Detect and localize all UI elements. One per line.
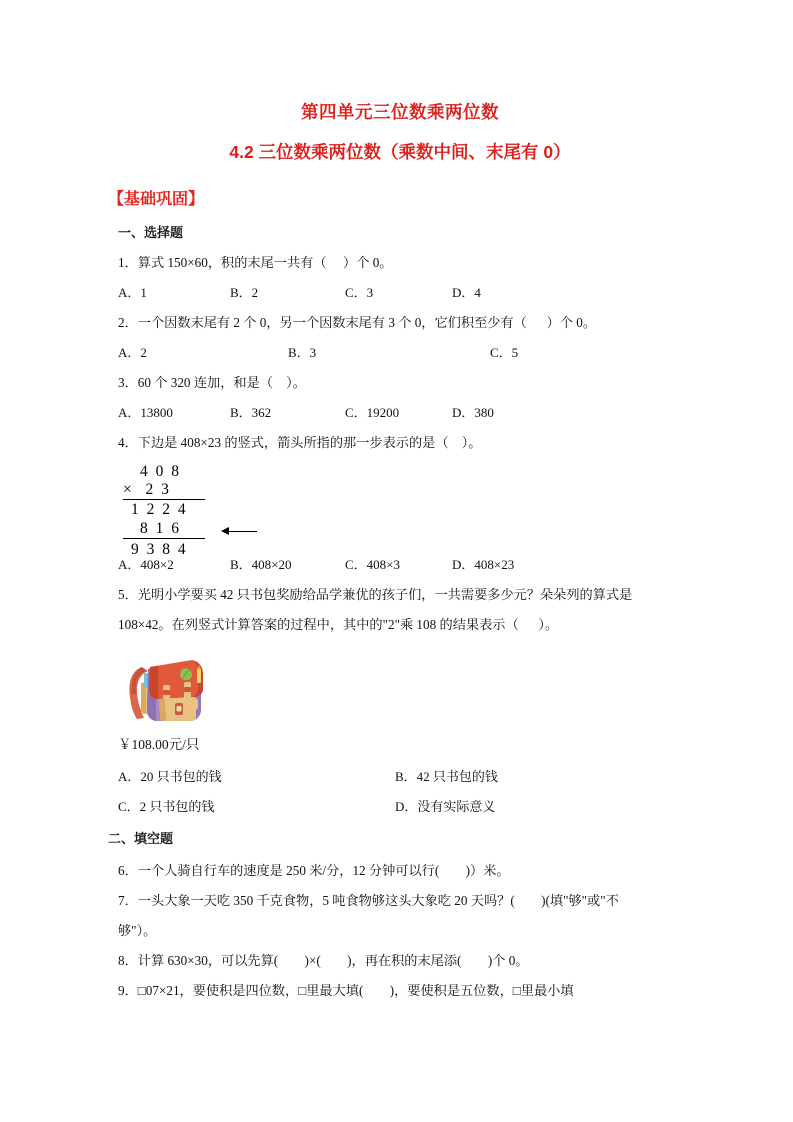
question-1-options xyxy=(100,283,700,303)
question-2-text: 2．一个因数末尾有 2 个 0，另一个因数末尾有 3 个 0，它们积至少有（ ）个 0。 xyxy=(118,315,597,330)
question-2-options xyxy=(100,343,700,363)
question-9-text: 9．□07×21，要使积是四位数，□里最大填( )，要使积是五位数，□里最小填 xyxy=(118,983,574,998)
section-basic-practice-label: 【基础巩固】 xyxy=(108,191,205,208)
question-5-options-row2 xyxy=(100,797,700,817)
lesson-title: 4.2 三位数乘两位数（乘数中间、末尾有 0） xyxy=(229,142,571,162)
partial-product-2: 8 1 6 xyxy=(140,520,181,537)
option-1-d[interactable]: D．4 xyxy=(452,285,481,300)
option-1-a[interactable]: A．1 xyxy=(118,285,147,300)
backpack-icon xyxy=(122,647,208,725)
question-7-text-line1: 7．一头大象一天吃 350 千克食物，5 吨食物够这头大象吃 20 天吗？( )(填"够"或"不 xyxy=(118,893,619,908)
option-5-b[interactable]: B．42 只书包的钱 xyxy=(395,769,498,784)
question-6-text: 6．一个人骑自行车的速度是 250 米/分，12 分钟可以行( )）米。 xyxy=(118,863,510,878)
question-5-text-line1: 5．光明小学要买 42 只书包奖励给品学兼优的孩子们，一共需要多少元？朵朵列的算式是 xyxy=(118,587,633,602)
option-2-c[interactable]: C．5 xyxy=(490,345,519,360)
unit-title: 第四单元三位数乘两位数 xyxy=(301,102,499,122)
option-2-b[interactable]: B．3 xyxy=(288,345,317,360)
part1-heading: 一、选择题 xyxy=(118,225,184,240)
option-3-a[interactable]: A．13800 xyxy=(118,405,173,420)
question-1-text: 1．算式 150×60，积的末尾一共有（ ）个 0。 xyxy=(118,255,393,270)
left-arrow-icon xyxy=(221,526,257,536)
option-5-c[interactable]: C．2 只书包的钱 xyxy=(118,799,215,814)
question-3-options xyxy=(100,403,700,423)
option-1-b[interactable]: B．2 xyxy=(230,285,259,300)
option-3-d[interactable]: D．380 xyxy=(452,405,494,420)
question-4-text: 4．下边是 408×23 的竖式，箭头所指的那一步表示的是（ ）。 xyxy=(118,435,482,450)
question-5-options-row1 xyxy=(100,767,700,787)
backpack-image xyxy=(122,647,208,725)
question-5-text-line2: 108×42。在列竖式计算答案的过程中，其中的"2"乘 108 的结果表示（ ）。 xyxy=(118,617,559,632)
part2-heading: 二、填空题 xyxy=(108,831,174,846)
final-product: 9 3 8 4 xyxy=(131,541,188,558)
option-2-a[interactable]: A．2 xyxy=(118,345,147,360)
divider-line-bottom xyxy=(123,538,205,539)
question-3-text: 3．60 个 320 连加，和是（ ）。 xyxy=(118,375,306,390)
option-5-a[interactable]: A．20 只书包的钱 xyxy=(118,769,222,784)
multiplicand: 4 0 8 xyxy=(140,463,181,480)
worksheet-content xyxy=(100,0,700,1001)
option-4-b[interactable]: B．408×20 xyxy=(230,557,292,572)
option-4-d[interactable]: D．408×23 xyxy=(452,557,515,572)
option-3-b[interactable]: B．362 xyxy=(230,405,272,420)
option-1-c[interactable]: C．3 xyxy=(345,285,374,300)
partial-product-1: 1 2 2 4 xyxy=(131,501,188,518)
option-5-d[interactable]: D．没有实际意义 xyxy=(395,799,496,814)
multiplier: 2 3 xyxy=(145,481,171,498)
backpack-price-caption: ￥108.00元/只 xyxy=(118,737,200,752)
option-4-a[interactable]: A．408×2 xyxy=(118,557,174,572)
vertical-multiplication-408x23 xyxy=(118,463,318,558)
multiply-operator-icon: × xyxy=(123,481,134,498)
question-7-text-line2: 够"）。 xyxy=(118,923,157,938)
option-4-c[interactable]: C．408×3 xyxy=(345,557,401,572)
question-4-options xyxy=(100,555,700,575)
multiplier-row xyxy=(123,481,171,499)
option-3-c[interactable]: C．19200 xyxy=(345,405,400,420)
question-8-text: 8．计算 630×30，可以先算( )×( )，再在积的末尾添( )个 0。 xyxy=(118,953,529,968)
